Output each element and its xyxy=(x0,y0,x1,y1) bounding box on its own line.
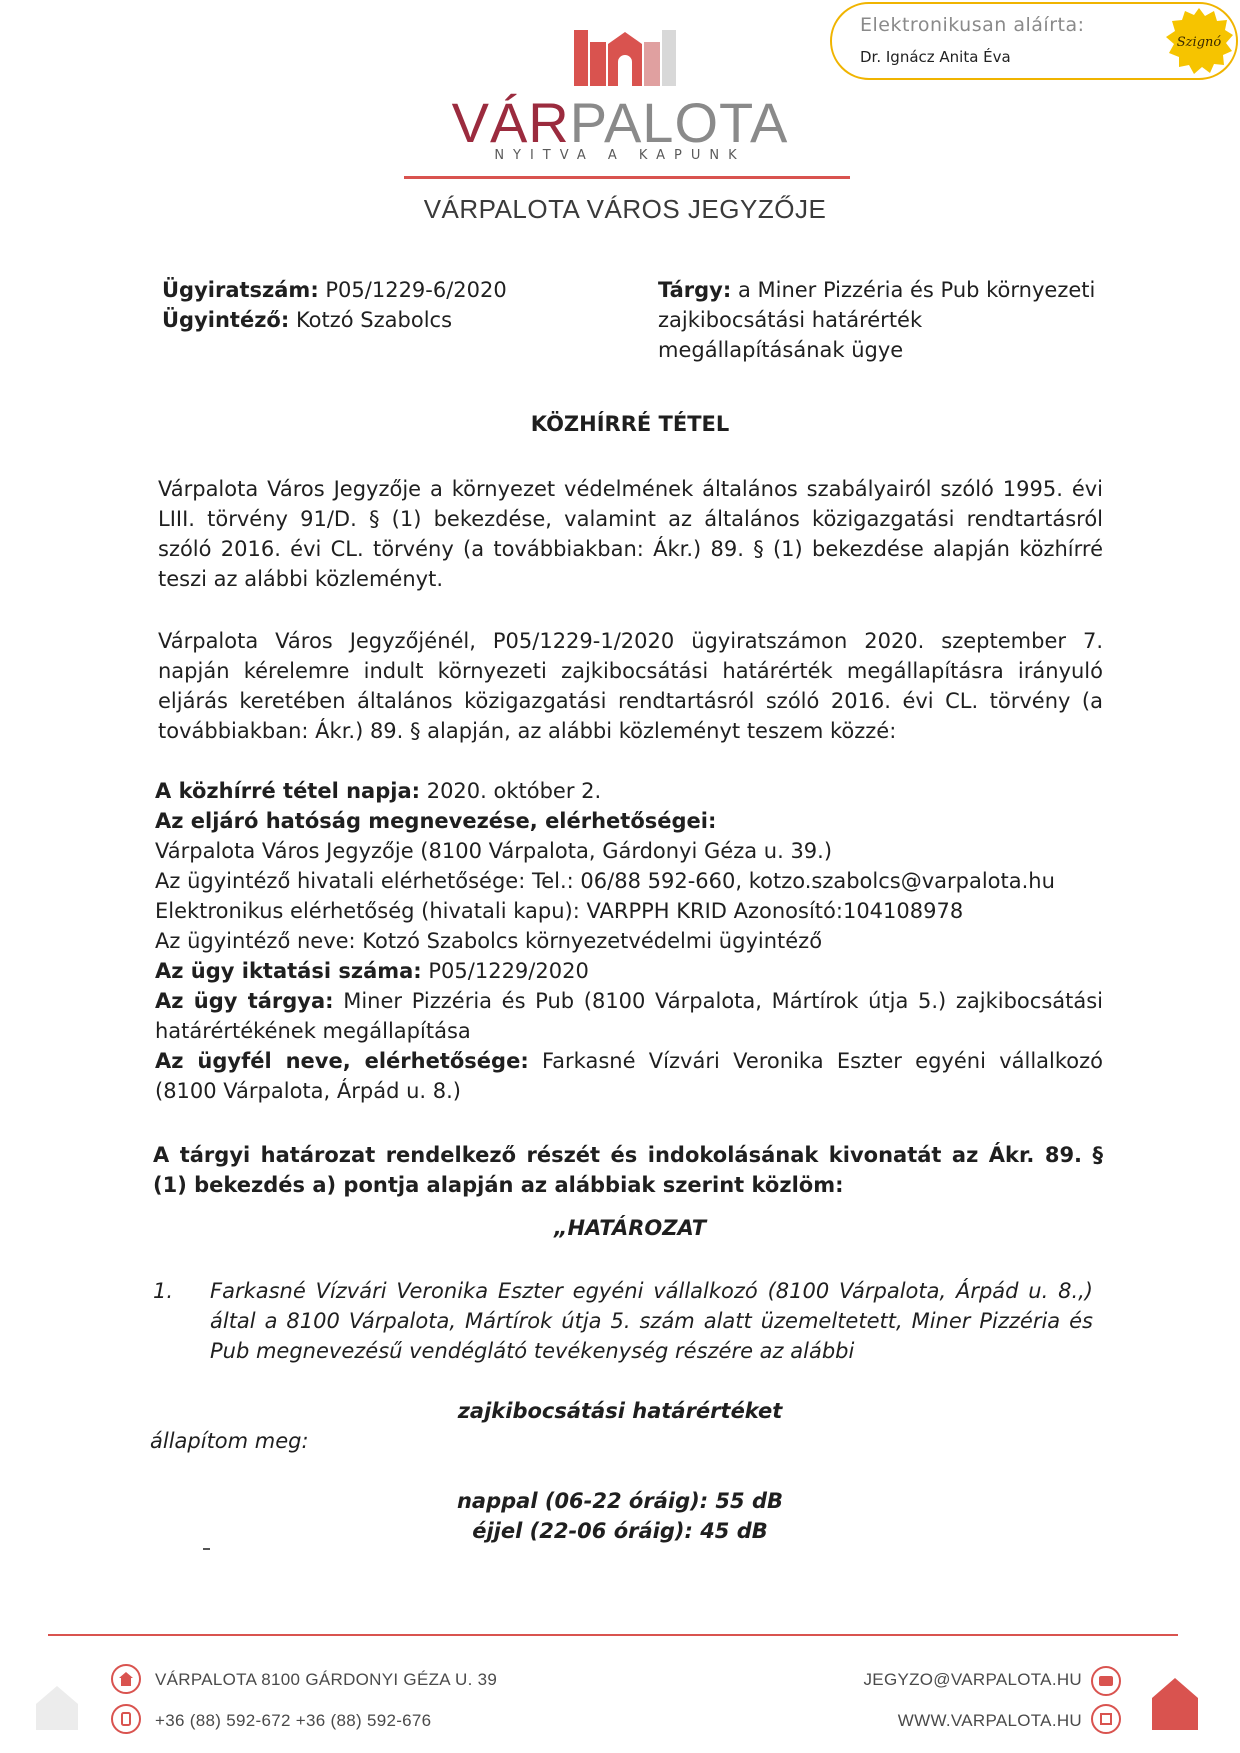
intro-paragraph: Várpalota Város Jegyzője a környezet védelmének általános szabályairól szóló 1995. évi LIII. törvény 91/D. § (1) bekezdése, valamint az általános közigazgatási rendtartásról szóló 2016. évi CL. törvény (a továbbiakban: Ákr.) 89. § (1) bekezdése alapján közhírré teszi az alábbi közleményt. xyxy=(158,477,1103,591)
decision-item-text: Farkasné Vízvári Veronika Eszter egyéni vállalkozó (8100 Várpalota, Árpád u. 8.,) által a 8100 Várpalota, Mártírok útja 5. szám alatt üzemeltetett, Miner Pizzéria és Pub megnevezésű vendéglátó tevékenység részére az alábbi xyxy=(210,1279,1093,1363)
seal-icon xyxy=(1164,6,1234,76)
header-divider xyxy=(404,176,850,179)
notice-details xyxy=(155,776,1103,1106)
signature-signer: Dr. Ignácz Anita Éva xyxy=(860,48,1011,66)
decision-heading: „HATÁROZAT xyxy=(553,1216,707,1240)
email-icon xyxy=(1091,1666,1121,1696)
phone-icon xyxy=(111,1704,141,1734)
house-icon xyxy=(1150,1676,1200,1730)
stray-mark xyxy=(203,1548,210,1550)
notice-date: A közhírré tétel napja: 2020. október 2. xyxy=(155,779,602,803)
limits-heading: zajkibocsátási határértéket xyxy=(457,1399,783,1423)
client-detail: Az ügyfél neve, elérhetősége: Farkasné Vízvári Veronika Eszter egyéni vállalkozó (8100 Várpalota, Árpád u. 8.) xyxy=(155,1049,1103,1103)
logo-wordmark xyxy=(440,90,800,155)
case-number: Ügyiratszám: P05/1229-6/2020 xyxy=(162,278,507,302)
document-heading: KÖZHÍRRÉ TÉTEL xyxy=(530,412,730,436)
varpalota-castle-logo-icon xyxy=(570,24,700,86)
footer-address: VÁRPALOTA 8100 GÁRDONYI GÉZA U. 39 xyxy=(155,1670,498,1689)
case-subject: Tárgy: a Miner Pizzéria és Pub környezeti zajkibocsátási határérték megállapításának ügye xyxy=(658,278,1096,362)
electronic-contact: Elektronikus elérhetőség (hivatali kapu): VARPPH KRID Azonosító:104108978 xyxy=(155,899,964,923)
case-subject-detail: Az ügy tárgya: Miner Pizzéria és Pub (8100 Várpalota, Mártírok útja 5.) zajkibocsátási határértékének megállapítása xyxy=(155,989,1104,1043)
footer-email[interactable]: JEGYZO@VARPALOTA.HU xyxy=(863,1670,1082,1689)
office-title: VÁRPALOTA VÁROS JEGYZŐJE xyxy=(423,194,827,224)
limits-intro: állapítom meg: xyxy=(150,1429,309,1453)
home-icon xyxy=(111,1664,141,1694)
footer-website[interactable]: WWW.VARPALOTA.HU xyxy=(897,1711,1082,1730)
logo-word-first: VÁR xyxy=(451,91,570,154)
filing-number: Az ügy iktatási száma: P05/1229/2020 xyxy=(155,959,589,983)
electronic-signature-stamp xyxy=(830,2,1238,80)
officer-name: Az ügyintéző neve: Kotzó Szabolcs környezetvédelmi ügyintéző xyxy=(155,929,823,953)
authority-label: Az eljáró hatóság megnevezése, elérhetőségei: xyxy=(155,809,717,833)
decision-item-number: 1. xyxy=(153,1279,174,1303)
officer-contact: Az ügyintéző hivatali elérhetősége: Tel.: 06/88 592-660, kotzo.szabolcs@varpalota.hu xyxy=(155,869,1055,893)
decision-intro-paragraph: A tárgyi határozat rendelkező részét és indokolásának kivonatát az Ákr. 89. § (1) bekezdés a) pontja alapján az alábbiak szerint közlöm: xyxy=(153,1143,1103,1197)
logo-word-rest: PALOTA xyxy=(569,91,789,154)
limit-night: éjjel (22-06 óráig): 45 dB xyxy=(472,1519,768,1543)
limit-day: nappal (06-22 óráig): 55 dB xyxy=(456,1489,783,1513)
authority-name: Várpalota Város Jegyzője (8100 Várpalota, Gárdonyi Géza u. 39.) xyxy=(155,839,833,863)
web-icon xyxy=(1091,1704,1121,1734)
logo-tagline: NYITVA A KAPUNK xyxy=(494,148,746,163)
case-officer: Ügyintéző: Kotzó Szabolcs xyxy=(162,308,453,332)
signature-label: Elektronikusan aláírta: xyxy=(860,14,1085,36)
procedure-paragraph: Várpalota Város Jegyzőjénél, P05/1229-1/2020 ügyiratszámon 2020. szeptember 7. napján kérelemre indult környezeti zajkibocsátási határérték megállapításra irányuló eljárás keretében általános közigazgatási rendtartásról szóló 2016. évi CL. törvény (a továbbiakban: Ákr.) 89. § alapján, az alábbi közleményt teszem közzé: xyxy=(158,629,1103,743)
seal-text: Szignó xyxy=(1176,35,1222,50)
case-meta-left xyxy=(162,275,622,335)
footer-phones: +36 (88) 592-672 +36 (88) 592-676 xyxy=(155,1711,432,1730)
footer-divider xyxy=(48,1634,1178,1636)
faded-house-icon xyxy=(32,1676,82,1730)
